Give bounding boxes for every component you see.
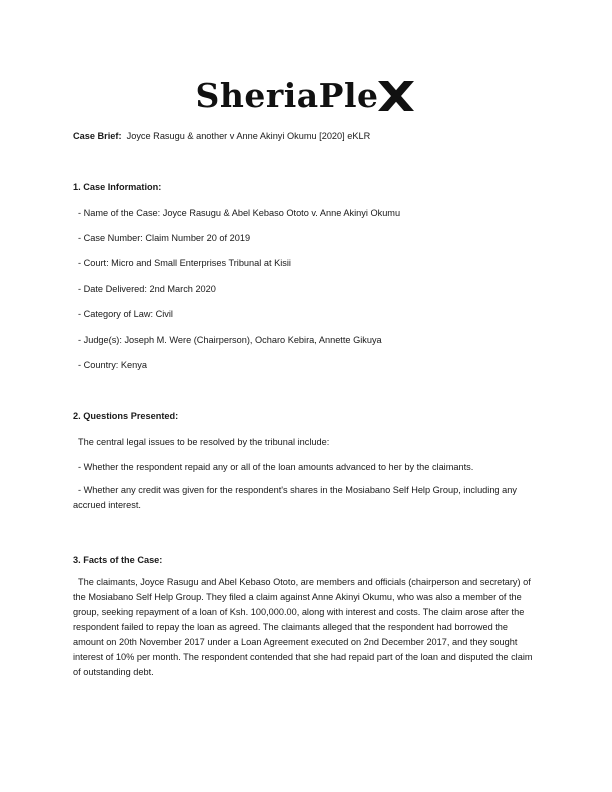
info-item-category: - Category of Law: Civil [78, 309, 173, 319]
questions-intro: The central legal issues to be resolved by the tribunal include: [78, 437, 330, 447]
info-item-court: - Court: Micro and Small Enterprises Tribunal at Kisii [78, 258, 291, 268]
info-item-case-number: - Case Number: Claim Number 20 of 2019 [78, 233, 251, 243]
logo-text: SheriaPle [195, 76, 379, 115]
info-item-name: - Name of the Case: Joyce Rasugu & Abel Kebaso Ototo v. Anne Akinyi Okumu [78, 208, 401, 218]
section-heading-questions: 2. Questions Presented: [73, 411, 179, 421]
section-heading-case-information: 1. Case Information: [73, 182, 162, 192]
question-item: - Whether any credit was given for the respondent's shares in the Mosiabano Self Help Group, including any accrued interest. [73, 485, 517, 510]
case-brief-label: Case Brief: [73, 131, 122, 141]
info-item-country: - Country: Kenya [78, 360, 147, 370]
info-item-judges: - Judge(s): Joseph M. Were (Chairperson), Ocharo Kebira, Annette Gikuya [78, 335, 382, 345]
info-item-date: - Date Delivered: 2nd March 2020 [78, 284, 216, 294]
question-item: - Whether the respondent repaid any or all of the loan amounts advanced to her by the claimants. [78, 462, 474, 472]
x-mark-icon [376, 79, 416, 113]
sheriaplex-logo [0, 76, 612, 115]
case-brief-title: Joyce Rasugu & another v Anne Akinyi Okumu [2020] eKLR [126, 131, 371, 141]
section-heading-facts: 3. Facts of the Case: [73, 555, 163, 565]
case-brief-line [73, 130, 370, 142]
facts-paragraph: The claimants, Joyce Rasugu and Abel Kebaso Ototo, are members and officials (chairperson and secretary) of the Mosiabano Self Help Group. They filed a claim against Anne Akinyi Okumu, who was also a member of the group, seeking repayment of a loan of Ksh. 100,000.00, along with interest and costs. The claim arose after the respondent failed to repay the loan as agreed. The claimants alleged that the respondent had borrowed the amount on 20th November 2017 under a Loan Agreement executed on 2nd December 2017, and they sought interest of 10% per month. The respondent contended that she had repaid part of the loan and disputed the claim of outstanding debt. [73, 577, 533, 677]
